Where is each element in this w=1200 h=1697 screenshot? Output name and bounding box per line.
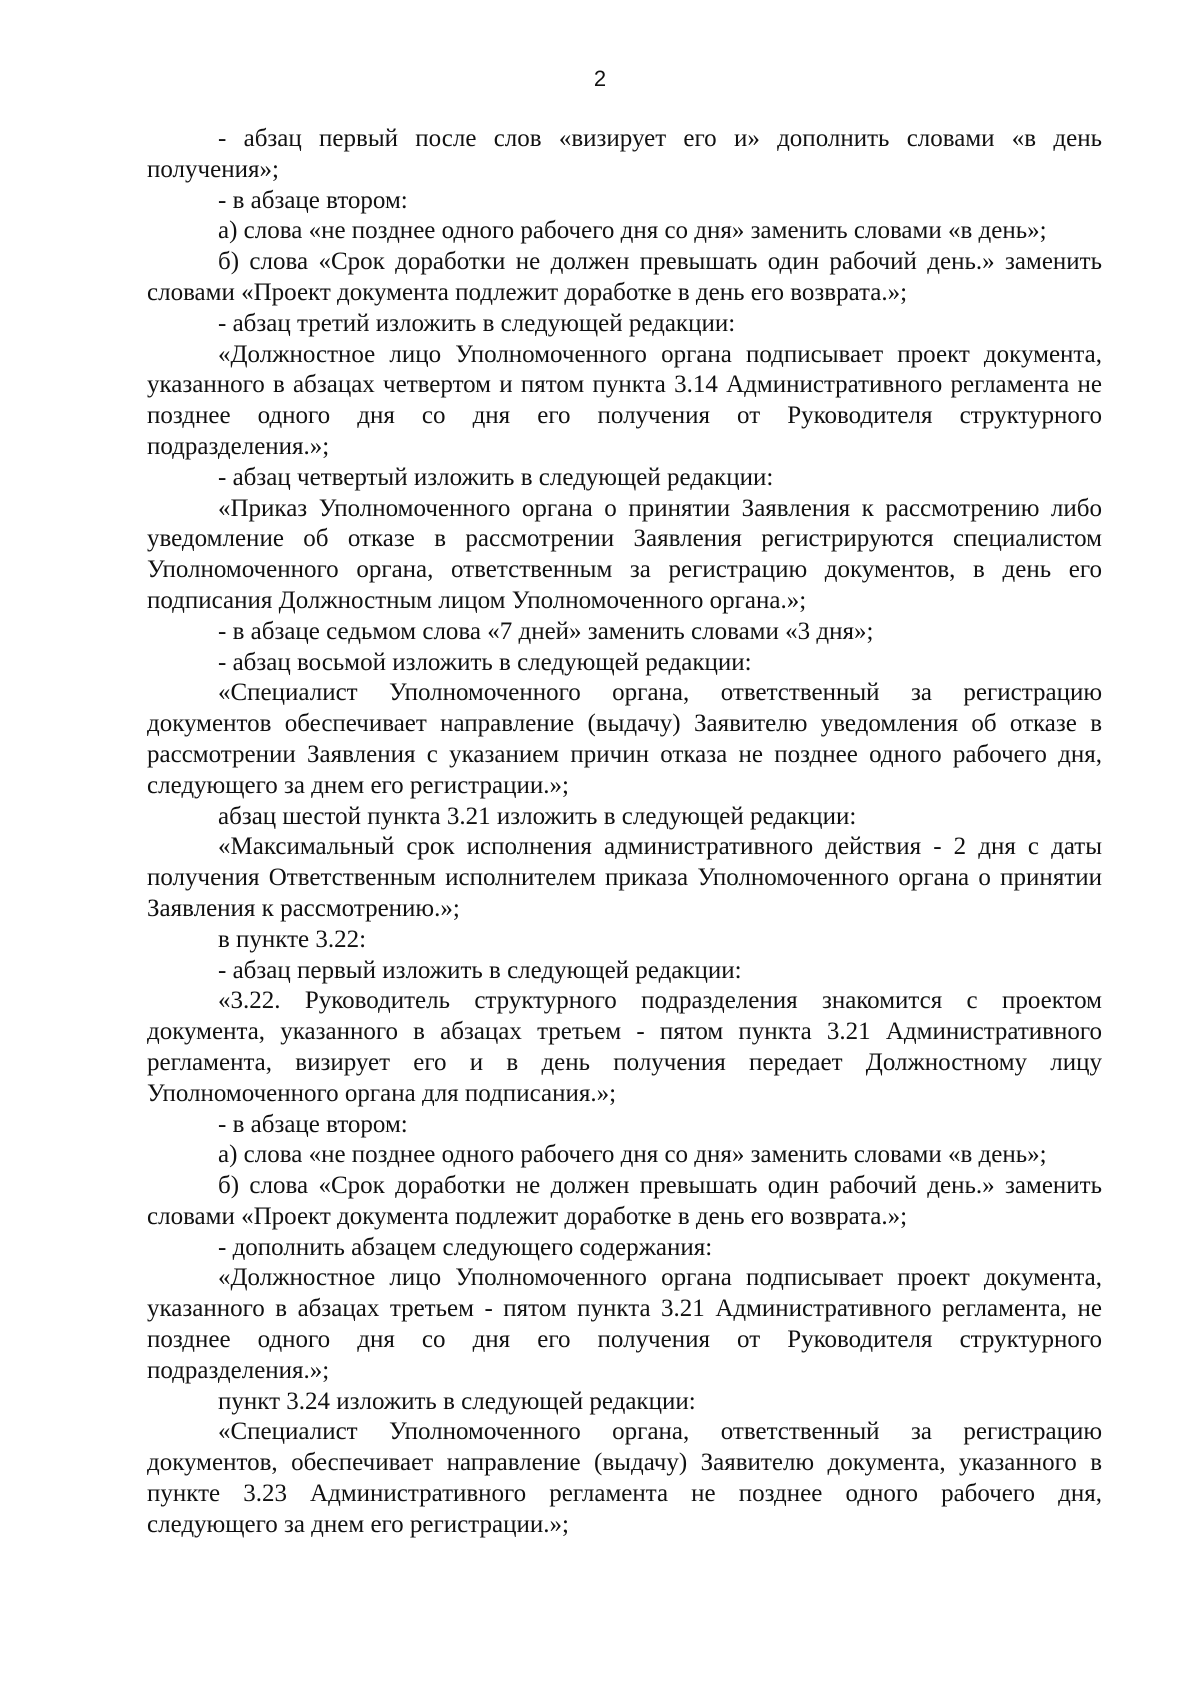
- paragraph: абзац шестой пункта 3.21 изложить в следующей редакции:: [218, 802, 857, 830]
- page-number: 2: [593, 66, 607, 91]
- paragraph: «Должностное лицо Уполномоченного органа подписывает проект документа, указанного в абзацах третьем - пятом пункта 3.21 Административного регламента, не позднее одного дня со дня его получения от Руководителя структурного подразделения.»;: [147, 1264, 1102, 1384]
- paragraph: «Максимальный срок исполнения административного действия - 2 дня с даты получения Ответственным исполнителем приказа Уполномоченного органа о принятии Заявления к рассмотрению.»;: [147, 833, 1102, 922]
- paragraph: - абзац четвертый изложить в следующей редакции:: [218, 463, 774, 491]
- paragraph: - абзац первый после слов «визирует его и» дополнить словами «в день получения»;: [147, 125, 1102, 183]
- paragraph: «Специалист Уполномоченного органа, ответственный за регистрацию документов обеспечивает направление (выдачу) Заявителю уведомления об отказе в рассмотрении Заявления с указанием причин отказа не позднее одного рабочего дня, следующего за днем его регистрации.»;: [147, 679, 1102, 799]
- paragraph: - дополнить абзацем следующего содержания:: [218, 1233, 713, 1261]
- paragraph: б) слова «Срок доработки не должен превышать один рабочий день.» заменить словами «Проект документа подлежит доработке в день его возврата.»;: [147, 1172, 1102, 1230]
- paragraph: «Специалист Уполномоченного органа, ответственный за регистрацию документов, обеспечивает направление (выдачу) Заявителю документа, указанного в пункте 3.23 Административного регламента не позднее одного рабочего дня, следующего за днем его регистрации.»;: [147, 1418, 1102, 1538]
- paragraph: а) слова «не позднее одного рабочего дня со дня» заменить словами «в день»;: [218, 217, 1047, 245]
- paragraph: - абзац первый изложить в следующей редакции:: [218, 956, 742, 984]
- paragraph: пункт 3.24 изложить в следующей редакции:: [218, 1387, 696, 1415]
- paragraph: «Приказ Уполномоченного органа о принятии Заявления к рассмотрению либо уведомление об отказе в рассмотрении Заявления регистрируются специалистом Уполномоченного органа, ответственным за регистрацию документов, в день его подписания Должностным лицом Уполномоченного органа.»;: [147, 494, 1102, 614]
- document-body: [147, 124, 1102, 1541]
- paragraph: в пункте 3.22:: [218, 925, 367, 953]
- paragraph: «Должностное лицо Уполномоченного органа подписывает проект документа, указанного в абзацах четвертом и пятом пункта 3.14 Административного регламента не позднее одного дня со дня его получения от Руководителя структурного подразделения.»;: [147, 340, 1102, 460]
- paragraph: - в абзаце втором:: [218, 1110, 408, 1138]
- paragraph: «3.22. Руководитель структурного подразделения знакомится с проектом документа, указанного в абзацах третьем - пятом пункта 3.21 Административного регламента, визирует его и в день получения передает Должностному лицу Уполномоченного органа для подписания.»;: [147, 987, 1102, 1107]
- paragraph: - абзац восьмой изложить в следующей редакции:: [218, 648, 752, 676]
- paragraph: б) слова «Срок доработки не должен превышать один рабочий день.» заменить словами «Проект документа подлежит доработке в день его возврата.»;: [147, 248, 1102, 306]
- paragraph: а) слова «не позднее одного рабочего дня со дня» заменить словами «в день»;: [218, 1141, 1047, 1169]
- paragraph: - в абзаце втором:: [218, 186, 408, 214]
- paragraph: - в абзаце седьмом слова «7 дней» заменить словами «3 дня»;: [218, 617, 874, 645]
- paragraph: - абзац третий изложить в следующей редакции:: [218, 309, 736, 337]
